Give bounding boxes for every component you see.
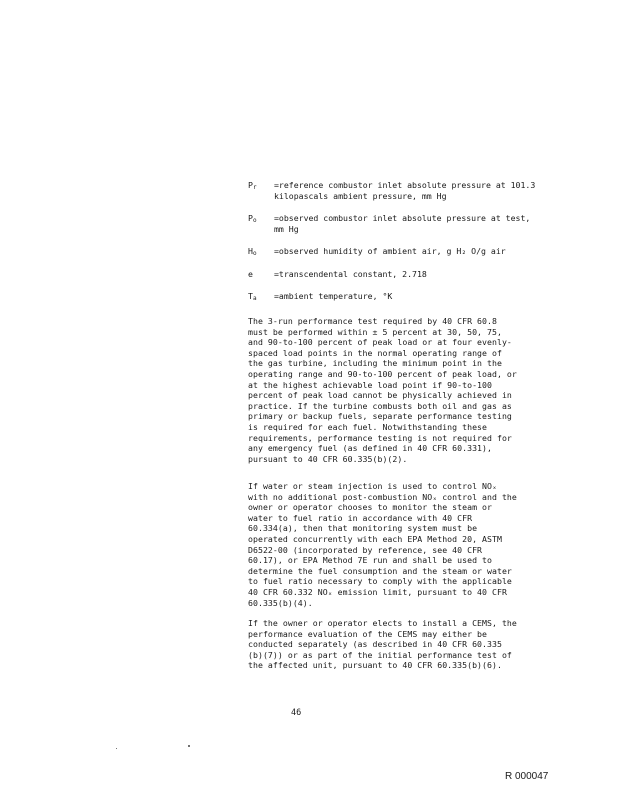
definition-text: =observed combustor inlet absolute pressure at test, mm Hg: [274, 213, 531, 234]
definition-item: [248, 246, 548, 257]
definition-symbol: $T_a$: [248, 291, 257, 302]
paragraph-performance-test: The 3-run performance test required by 40 CFR 60.8 must be performed within ± 5 percent at 30, 50, 75, and 90-to-100 percent of peak load or at four evenly-spaced load points in the normal operating range of the gas turbine, including the minimum point in the operating range and 90-to-100 percent of peak load, or at the highest achievable load point if 90-to-100 percent of peak load cannot be physically achieved in practice. If the turbine combusts both oil and gas as primary or backup fuels, separate performance testing is required for each fuel. Notwithstanding these requirements, performance testing is not required for any emergency fuel (as defined in 40 CFR 60.331), pursuant to 40 CFR 60.335(b)(2).: [248, 316, 517, 464]
paragraph-water-steam-injection: If water or steam injection is used to control NOₓ with no additional post-combustion NOₓ control and the owner or operator chooses to monitor the steam or water to fuel ratio in accordance with 40 CFR 60.334(a), then that monitoring system must be operated concurrently with each EPA Method 20, ASTM D6522-00 (incorporated by reference, see 40 CFR 60.17), or EPA Method 7E run and shall be used to determine the fuel consumption and the steam or water to fuel ratio necessary to comply with the applicable 40 CFR 60.332 NOₓ emission limit, pursuant to 40 CFR 60.335(b)(4).: [248, 481, 517, 608]
definition-item: [248, 291, 548, 302]
definition-item: [248, 180, 548, 201]
definition-text: =reference combustor inlet absolute pressure at 101.3 kilopascals ambient pressure, mm Hg: [274, 180, 536, 201]
definition-text: =observed humidity of ambient air, g H₂ O/g air: [274, 246, 506, 256]
definition-item: [248, 269, 548, 280]
definition-symbol: $P_o$: [248, 213, 257, 224]
definition-text: =transcendental constant, 2.718: [274, 268, 427, 279]
definition-symbol: $P_r$: [248, 180, 257, 191]
scan-speck: [188, 745, 190, 747]
scan-speck: [116, 748, 117, 749]
paragraph-cems: If the owner or operator elects to install a CEMS, the performance evaluation of the CEMS may either be conducted separately (as described in 40 CFR 60.335 (b)(7)) or as part of the initial performance test of the affected unit, pursuant to 40 CFR 60.335(b)(6).: [248, 618, 517, 671]
definition-item: [248, 213, 548, 234]
variable-definitions: [248, 180, 548, 310]
bates-number: R 000047: [505, 771, 549, 782]
definition-symbol: e: [248, 268, 253, 279]
definition-symbol: $H_o$: [248, 246, 257, 257]
page-number: 46: [291, 708, 302, 718]
definition-text: =ambient temperature, °K: [274, 291, 393, 301]
